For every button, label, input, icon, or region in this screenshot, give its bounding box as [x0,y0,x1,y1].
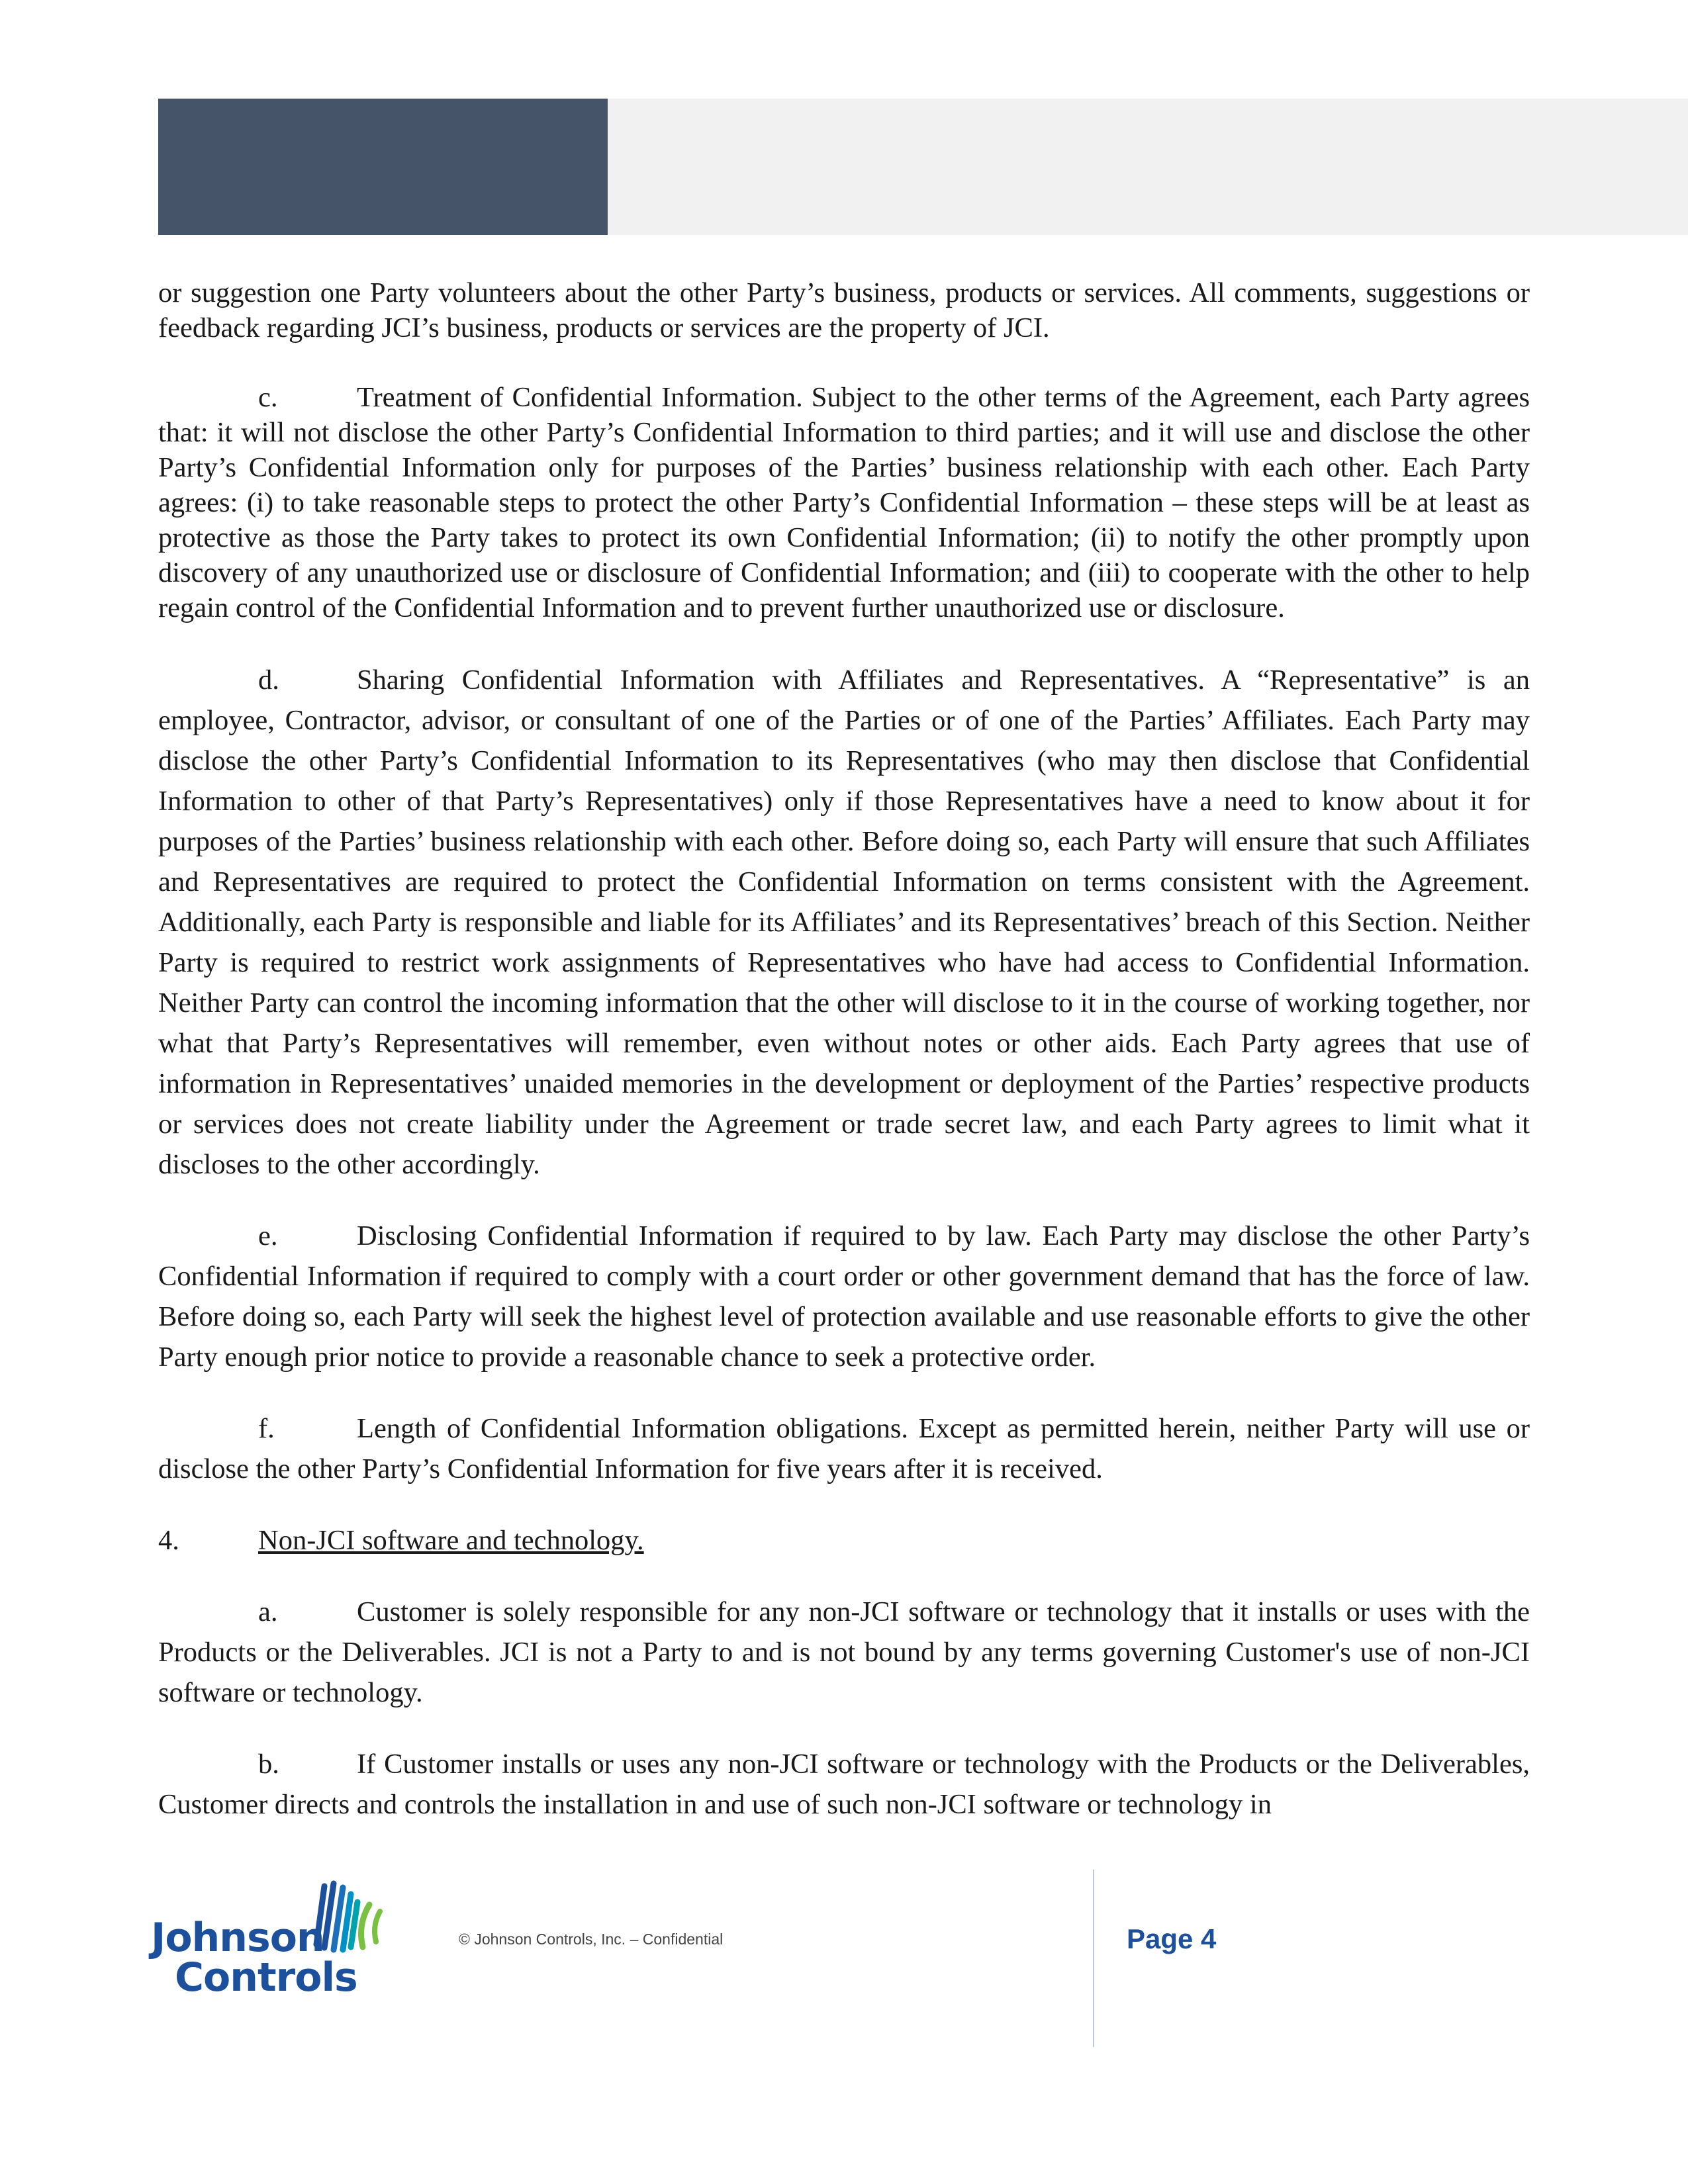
paragraph-c-text: Treatment of Confidential Information. Subject to the other terms of the Agreement, each Party agrees that: it will not disclose the other Party’s Confidential Information to third parties; and it will use and disclose the other Party’s Confidential Information only for purposes of the Parties’ business relationship with each other. Each Party agrees: (i) to take reasonable steps to protect the other Party’s Confidential Information – these steps will be at least as protective as those the Party takes to protect its own Confidential Information; (ii) to notify the other promptly upon discovery of any unauthorized use or disclosure of Confidential Information; and (iii) to cooperate with the other to help regain control of the Confidential Information and to prevent further unauthorized use or disclosure. [158,382,1530,623]
logo-text-johnson: Johnson [151,1915,324,1961]
document-body [158,275,1530,1825]
paragraph-f-text: Length of Confidential Information obligations. Except as permitted herein, neither Party will use or disclose the other Party’s Confidential Information for five years after it is received. [158,1413,1530,1484]
section-4-title: Non-JCI software and technology. [258,1525,644,1556]
page-number: Page 4 [1127,1923,1217,1954]
paragraph-4a [158,1592,1530,1713]
paragraph-4b-label: b. [258,1749,279,1780]
paragraph-f [158,1408,1530,1489]
paragraph-4b [158,1744,1530,1825]
header-dark-block [158,99,608,235]
paragraph-c [158,380,1530,625]
section-4-heading [158,1520,1530,1561]
header-light-band [608,99,1688,235]
paragraph-e [158,1216,1530,1377]
paragraph-d-label: d. [258,664,279,696]
section-4-number: 4. [158,1525,179,1556]
paragraph-d-text: Sharing Confidential Information with Affiliates and Representatives. A “Representative” is an employee, Contractor, advisor, or consultant of one of the Parties or of one of the Parties’ Affiliates. Each Party may disclose the other Party’s Confidential Information to its Representatives (who may then disclose that Confidential Information to other of that Party’s Representatives) only if those Representatives have a need to know about it for purposes of the Parties’ business relationship with each other. Before doing so, each Party will ensure that such Affiliates and Representatives are required to protect the Confidential Information on terms consistent with the Agreement. Additionally, each Party is responsible and liable for its Affiliates’ and its Representatives’ breach of this Section. Neither Party is required to restrict work assignments of Representatives who have had access to Confidential Information. Neither Party can control the incoming information that the other will disclose to it in the course of working together, nor what that Party’s Representatives will remember, even without notes or other aids. Each Party agrees that use of information in Representatives’ unaided memories in the development or deployment of the Parties’ respective products or services does not create liability under the Agreement or trade secret law, and each Party agrees to limit what it discloses to the other accordingly. [158,664,1530,1180]
paragraph-e-text: Disclosing Confidential Information if required to by law. Each Party may disclose the other Party’s Confidential Information if required to comply with a court order or other government demand that has the force of law. Before doing so, each Party will seek the highest level of protection available and use reasonable efforts to give the other Party enough prior notice to provide a reasonable chance to seek a protective order. [158,1220,1530,1373]
paragraph-continuation: or suggestion one Party volunteers about the other Party’s business, products or services. All comments, suggestions or feedback regarding JCI’s business, products or services are the property of JCI. [158,277,1530,343]
paragraph-e-label: e. [258,1220,278,1251]
paragraph-c-label: c. [258,382,278,413]
paragraph-d [158,660,1530,1185]
copyright-notice: © Johnson Controls, Inc. – Confidential [459,1931,724,1948]
company-logo [151,1878,416,2011]
paragraph-4b-text: If Customer installs or uses any non-JCI software or technology with the Products or the Deliverables, Customer directs and controls the installation in and use of such non-JCI software or technology in [158,1749,1530,1820]
footer-divider [1093,1870,1094,2047]
paragraph-4a-text: Customer is solely responsible for any non-JCI software or technology that it installs or uses with the Products or the Deliverables. JCI is not a Party to and is not bound by any terms governing Customer's use of non-JCI software or technology. [158,1596,1530,1708]
paragraph-f-label: f. [258,1413,275,1444]
paragraph-4a-label: a. [258,1596,278,1627]
logo-text-controls: Controls [175,1954,357,2001]
